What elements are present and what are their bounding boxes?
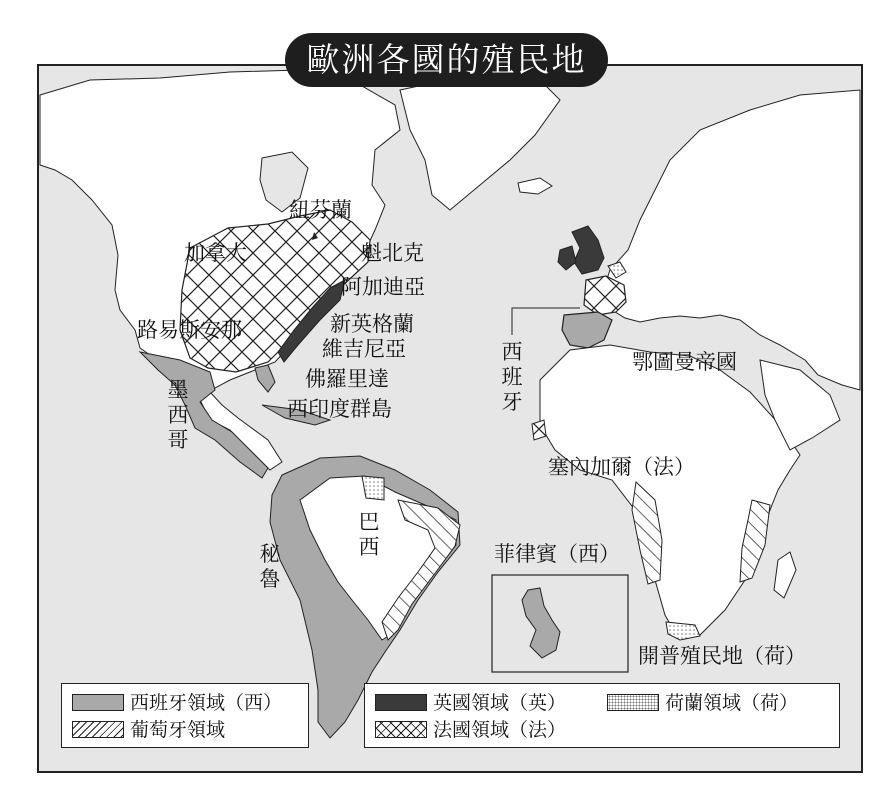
label-spain: 西班牙: [501, 340, 523, 414]
label-louisiana: 路易斯安那: [137, 318, 242, 342]
legend-dutch: 荷蘭領域（荷）: [607, 692, 798, 714]
label-west-indies: 西印度群島: [287, 397, 392, 421]
legend-portuguese: 葡萄牙領域: [72, 719, 225, 741]
swatch-spanish: [72, 694, 124, 711]
map-title: 歐洲各國的殖民地: [285, 33, 608, 87]
label-acadia: 阿加迪亞: [341, 275, 425, 299]
legend-french: 法國領域（法）: [375, 719, 566, 741]
label-ottoman: 鄂圖曼帝國: [632, 350, 737, 374]
swatch-french: [375, 721, 427, 738]
label-philippines: 菲律賓（西）: [494, 542, 620, 566]
label-virginia: 維吉尼亞: [322, 337, 406, 361]
label-brazil: 巴西: [358, 510, 380, 559]
swatch-dutch: [607, 694, 659, 711]
label-senegal: 塞內加爾（法）: [548, 455, 695, 479]
legend-right: [364, 683, 840, 748]
label-newfoundland: 紐芬蘭: [289, 198, 352, 222]
label-quebec: 魁北克: [361, 241, 424, 265]
dutch-guiana: [362, 476, 384, 500]
philippines-inset: [492, 575, 628, 672]
senegal-territory: [532, 420, 546, 440]
label-cape-colony: 開普殖民地（荷）: [638, 644, 806, 668]
legend-spanish: 西班牙領域（西）: [72, 692, 282, 714]
label-florida: 佛羅里達: [305, 367, 389, 391]
legend-left: [61, 683, 309, 748]
swatch-british: [375, 694, 427, 711]
label-mexico: 墨西哥: [167, 378, 189, 452]
legend-british: 英國領域（英）: [375, 692, 566, 714]
swatch-portuguese: [72, 721, 124, 738]
label-peru: 秘魯: [259, 542, 281, 591]
label-canada: 加拿大: [184, 241, 247, 265]
label-new-england: 新英格蘭: [330, 312, 414, 336]
